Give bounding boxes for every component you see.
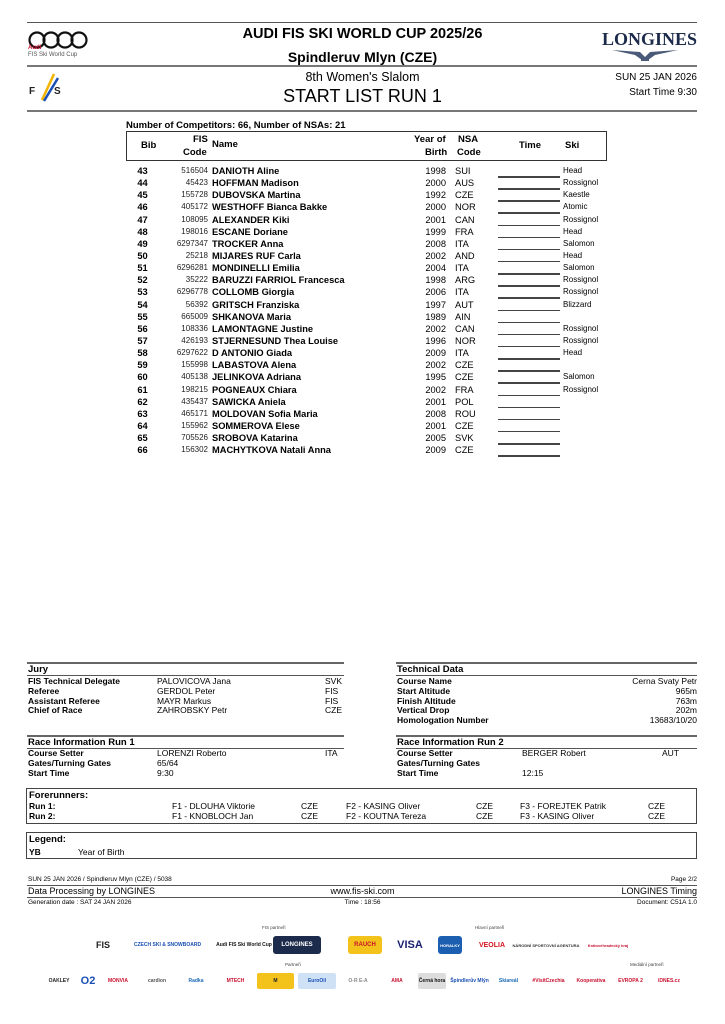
forerunner-nation: CZE [301, 801, 318, 811]
tech-label: Course Name [397, 676, 452, 686]
bib-number: 57 [137, 335, 148, 346]
bib-number: 58 [137, 348, 148, 359]
sponsor-logo: iDNES.cz [658, 978, 680, 984]
bib-number: 47 [137, 214, 148, 225]
competitor-row [126, 359, 616, 371]
nsa-code: NOR [455, 335, 476, 346]
tech-value: Cerna Svaty Petr [632, 676, 697, 686]
tech-label: Start Altitude [397, 685, 451, 696]
longines-logo: LONGINES [601, 29, 697, 49]
race-start-time: Start Time 9:30 [629, 87, 697, 98]
competitor-row [126, 299, 616, 311]
sponsor-logo: NÁRODNÍ SPORTOVNÍ AGENTURA [512, 942, 580, 948]
sponsor-logo: EuroOil [298, 973, 336, 989]
ski-brand: Head [563, 166, 583, 175]
fis-code: 155962 [181, 420, 208, 430]
sponsor-logo: VISA [397, 939, 423, 951]
run1-course-setter-nation: ITA [325, 748, 338, 758]
year-of-birth: 1998 [425, 166, 446, 176]
year-of-birth: 2004 [425, 263, 446, 274]
forerunner-nation: CZE [476, 801, 493, 811]
competitor-row [126, 238, 616, 250]
run1-course-setter: LORENZI Roberto [157, 748, 227, 758]
competitor-row [126, 274, 616, 286]
footer-rule-2 [27, 897, 697, 898]
year-of-birth: 2001 [425, 420, 446, 431]
nsa-code: NOR [455, 202, 476, 213]
run1-title: Race Information Run 1 [28, 737, 135, 748]
athlete-name: LAMONTAGNE Justine [212, 323, 314, 334]
competitor-row [126, 286, 616, 298]
competitor-row [126, 311, 616, 323]
year-of-birth: 2005 [425, 433, 446, 444]
ski-brand: Rossignol [563, 335, 599, 345]
nsa-code: AUS [455, 178, 475, 189]
website-link[interactable]: www.fis-ski.com [330, 886, 395, 896]
svg-text:S: S [54, 86, 61, 97]
nsa-code: ROU [455, 408, 476, 419]
fis-code: 405138 [181, 372, 208, 382]
technical-title: Technical Data [397, 664, 464, 675]
forerunner-name: F2 - KOUTNA Tereza [346, 811, 427, 821]
competitor-row [126, 432, 616, 444]
year-of-birth: 2009 [425, 445, 446, 456]
sponsor-logo: Kooperativa [576, 978, 606, 984]
forerunner-nation: CZE [301, 811, 318, 821]
athlete-name: POGNEAUX Chiara [212, 384, 297, 395]
run2-gates-label: Gates/Turning Gates [397, 758, 480, 768]
bib-number: 56 [137, 323, 148, 334]
forerunner-name: F1 - KNOBLOCH Jan [172, 811, 254, 821]
nsa-code: CZE [455, 360, 474, 371]
longines-timing: LONGINES Timing [621, 886, 697, 896]
athlete-name: WESTHOFF Bianca Bakke [212, 202, 328, 213]
col-year-of: Year of [414, 134, 446, 145]
competitor-row [126, 371, 616, 383]
year-of-birth: 2008 [425, 238, 446, 249]
race-date: SUN 25 JAN 2026 [615, 72, 697, 83]
legend-key: YB [29, 847, 41, 857]
nsa-code: AIN [455, 311, 471, 322]
fis-code: 35222 [185, 275, 208, 285]
athlete-name: JELINKOVA Adriana [212, 372, 302, 383]
athlete-name: COLLOMB Giorgia [212, 287, 295, 298]
year-of-birth: 1989 [425, 311, 446, 322]
year-of-birth: 2002 [425, 323, 446, 334]
sponsor-logo: O2 [80, 975, 96, 987]
fis-code: 426193 [181, 335, 208, 345]
competitor-row [126, 444, 616, 456]
competitor-row [126, 250, 616, 262]
run2-course-setter-label: Course Setter [397, 748, 453, 758]
fis-code: 155998 [181, 360, 208, 370]
ski-brand: Kaestle [563, 190, 590, 200]
competitor-row [126, 189, 616, 201]
ski-brand: Salomon [563, 238, 595, 248]
bib-number: 51 [137, 263, 148, 274]
sponsor-logo: Černá hora [418, 973, 446, 989]
athlete-name: MONDINELLI Emilia [212, 263, 300, 274]
main-partners-label: Hlavní partneři [475, 925, 505, 930]
jury-role: Chief of Race [28, 705, 83, 716]
tech-value: 763m [675, 695, 697, 706]
athlete-name: LABASTOVA Alena [212, 360, 297, 371]
year-of-birth: 2009 [425, 348, 446, 359]
competitor-row [126, 384, 616, 396]
year-of-birth: 1992 [425, 190, 446, 201]
jury-name: GERDOL Peter [157, 685, 216, 696]
nsa-code: AUT [455, 299, 474, 310]
longines-wings-icon [610, 48, 680, 62]
list-title: START LIST RUN 1 [283, 86, 442, 106]
ski-brand: Head [563, 250, 583, 260]
sponsor-logo: Královéhradecký kraj [587, 942, 629, 948]
jury-rule-top [27, 662, 344, 664]
athlete-name: SOMMEROVA Elese [212, 420, 300, 431]
legend-desc: Year of Birth [78, 847, 125, 857]
nsa-code: SVK [455, 433, 474, 444]
sponsor-logo: VEOLIA [478, 941, 506, 949]
generation-time: Time : 18:56 [344, 899, 381, 906]
sponsor-logo: CZECH SKI & SNOWBOARD [133, 942, 202, 948]
header-bottom-rule [27, 110, 697, 112]
nsa-code: CZE [455, 420, 474, 431]
tech-value: 202m [675, 705, 697, 716]
competitor-row [126, 335, 616, 347]
svg-text:F: F [29, 86, 36, 97]
col-code: Code [183, 147, 207, 158]
event-name: 8th Women's Slalom [305, 70, 420, 84]
athlete-name: ESCANE Doriane [212, 226, 288, 237]
ski-brand: Rossignol [563, 287, 599, 297]
sponsor-logo: Špindlerův Mlýn [450, 978, 489, 984]
sponsor-logo: cardion [147, 978, 167, 984]
bib-number: 45 [137, 190, 148, 201]
year-of-birth: 2001 [425, 396, 446, 407]
col-name: Name [212, 139, 238, 150]
bib-number: 52 [137, 275, 148, 286]
athlete-name: D ANTONIO Giada [212, 348, 293, 359]
generation-date: Generation date : SAT 24 JAN 2026 [28, 899, 132, 906]
forerunner-run-label: Run 1: [29, 801, 56, 811]
ski-brand: Rossignol [563, 384, 599, 394]
bib-number: 62 [137, 396, 148, 407]
audi-sub: FIS Ski World Cup [28, 52, 78, 58]
fis-partners-label: FIS partneři [262, 925, 286, 930]
sponsor-logo: M [257, 973, 294, 989]
athlete-name: ALEXANDER Kiki [212, 214, 290, 225]
nsa-code: ARG [455, 275, 476, 286]
bib-number: 55 [137, 311, 148, 322]
athlete-name: TROCKER Anna [212, 238, 284, 249]
year-of-birth: 2008 [425, 408, 446, 419]
data-processing: Data Processing by LONGINES [28, 886, 156, 896]
ski-brand: Head [563, 226, 583, 236]
run2-start: 12:15 [522, 768, 544, 778]
athlete-name: SHKANOVA Maria [212, 311, 292, 322]
fis-code: 6296778 [176, 287, 208, 297]
tech-value: 965m [675, 685, 697, 696]
time-blank [498, 455, 560, 457]
competitor-row [126, 226, 616, 238]
bib-number: 63 [137, 408, 148, 419]
fis-code: 665009 [181, 311, 208, 321]
forerunner-nation: CZE [648, 811, 665, 821]
ski-brand: Salomon [563, 372, 595, 382]
tech-label: Homologation Number [397, 715, 489, 726]
fis-code: 45423 [185, 178, 208, 188]
header-mid-rule [27, 65, 697, 67]
run1-gates-label: Gates/Turning Gates [28, 758, 111, 768]
year-of-birth: 2001 [425, 214, 446, 225]
ski-brand: Salomon [563, 263, 595, 273]
bib-number: 49 [137, 238, 148, 249]
jury-role: Assistant Referee [28, 695, 100, 706]
bib-number: 43 [137, 166, 148, 176]
competitor-row [126, 262, 616, 274]
nsa-code: POL [455, 396, 474, 407]
bib-number: 54 [137, 299, 148, 310]
legend-box [26, 832, 697, 859]
fis-code: 465171 [181, 408, 208, 418]
fis-code: 6297622 [176, 348, 208, 358]
col-bib: Bib [141, 140, 157, 151]
bib-number: 65 [137, 433, 148, 444]
athlete-name: SROBOVA Katarina [212, 433, 298, 444]
bib-number: 60 [137, 372, 148, 383]
nsa-code: ITA [455, 238, 469, 249]
sponsor-logo: Skiareál [498, 978, 519, 984]
competitor-summary: Number of Competitors: 66, Number of NSAs: 21 [126, 120, 346, 131]
fis-code: 6296281 [176, 263, 208, 273]
bib-number: 46 [137, 202, 148, 213]
nsa-code: AND [455, 250, 475, 261]
nsa-code: CZE [455, 372, 474, 383]
year-of-birth: 2002 [425, 250, 446, 261]
ski-brand: Rossignol [563, 323, 599, 333]
competitor-row [126, 177, 616, 189]
audi-brand: Audi [28, 45, 42, 51]
run2-title: Race Information Run 2 [397, 737, 504, 748]
run1-gates: 65/64 [157, 758, 179, 768]
sponsor-logo: AMA [391, 978, 403, 984]
competitor-row [126, 396, 616, 408]
jury-name: ZAHROBSKY Petr [157, 705, 228, 716]
athlete-name: MOLDOVAN Sofia Maria [212, 408, 318, 419]
forerunners-title: Forerunners: [29, 790, 89, 801]
bib-number: 66 [137, 445, 148, 456]
nsa-code: FRA [455, 384, 474, 395]
nsa-code: FRA [455, 226, 474, 237]
run2-course-setter-nation: AUT [662, 748, 679, 758]
ski-brand: Rossignol [563, 275, 599, 285]
nsa-code: ITA [455, 263, 469, 274]
forerunner-run-label: Run 2: [29, 811, 56, 821]
bib-number: 44 [137, 178, 148, 189]
sponsor-logo: #VisitCzechia [532, 978, 565, 984]
fis-code: 108336 [181, 323, 208, 333]
jury-nation: SVK [325, 676, 343, 686]
athlete-name: GRITSCH Franziska [212, 299, 300, 310]
fis-code: 6297347 [176, 238, 208, 248]
col-nsa: NSA [458, 134, 479, 145]
sponsor-logo: OAKLEY [48, 978, 70, 984]
fis-code: 198016 [181, 226, 208, 236]
athlete-name: STJERNESUND Thea Louise [212, 335, 339, 346]
col-fis: FIS [193, 134, 208, 145]
media-partners-label: Mediální partneři [630, 962, 664, 967]
athlete-name: DANIOTH Aline [212, 166, 280, 176]
nsa-code: ITA [455, 287, 469, 298]
nsa-code: SUI [455, 166, 471, 176]
sponsor-logo: O-R E-A [348, 978, 368, 984]
legend-title: Legend: [29, 834, 66, 845]
col-nsa-code: Code [457, 147, 481, 158]
jury-title: Jury [28, 664, 49, 675]
competitor-row [126, 420, 616, 432]
year-of-birth: 2000 [425, 202, 446, 213]
header-top-rule [27, 22, 697, 23]
bib-number: 59 [137, 360, 148, 371]
nsa-code: CZE [455, 190, 474, 201]
competitor-row [126, 408, 616, 420]
tech-label: Finish Altitude [397, 695, 456, 706]
jury-role: FIS Technical Delegate [28, 676, 120, 686]
bib-number: 53 [137, 287, 148, 298]
competitor-row [126, 165, 616, 177]
fis-code: 198215 [181, 384, 208, 394]
jury-name: PALOVICOVA Jana [157, 676, 231, 686]
nsa-code: CAN [455, 323, 475, 334]
year-of-birth: 1999 [425, 226, 446, 237]
ski-brand: Atomic [563, 202, 588, 212]
fis-code: 705526 [181, 433, 208, 443]
run2-course-setter: BERGER Robert [522, 748, 586, 758]
col-time: Time [519, 140, 542, 151]
year-of-birth: 2002 [425, 360, 446, 371]
table-header [126, 131, 607, 161]
bib-number: 61 [137, 384, 148, 395]
forerunner-nation: CZE [476, 811, 493, 821]
fis-code: 155728 [181, 190, 208, 200]
year-of-birth: 2002 [425, 384, 446, 395]
fis-code: 56392 [185, 299, 208, 309]
nsa-code: ITA [455, 348, 469, 359]
athlete-name: DUBOVSKA Martina [212, 190, 301, 201]
sponsor-logo: MONVIA [108, 978, 128, 984]
run1-start: 9:30 [157, 768, 174, 778]
document-code: Document: C51A 1.0 [637, 899, 697, 906]
year-of-birth: 1998 [425, 275, 446, 286]
sponsor-logo: RAUCH [348, 936, 382, 954]
athlete-name: MACHYTKOVA Natali Anna [212, 445, 331, 456]
partners-label: Partneři [285, 962, 301, 967]
competition-title: AUDI FIS SKI WORLD CUP 2025/26 [242, 26, 483, 42]
year-of-birth: 2000 [425, 178, 446, 189]
bib-number: 50 [137, 250, 148, 261]
forerunner-name: F1 - DLOUHA Viktorie [172, 801, 255, 811]
forerunner-name: F3 - FOREJTEK Patrik [520, 801, 606, 811]
jury-name: MAYR Markus [157, 695, 212, 706]
sponsor-logo: Audi FIS Ski World Cup [216, 942, 272, 948]
ski-brand: Rossignol [563, 214, 599, 224]
athlete-name: MIJARES RUF Carla [212, 250, 301, 261]
ski-brand: Rossignol [563, 178, 599, 188]
start-list [126, 165, 616, 456]
year-of-birth: 1995 [425, 372, 446, 383]
col-ski: Ski [565, 140, 580, 151]
ski-brand: Head [563, 348, 583, 358]
doc-reference: SUN 25 JAN 2026 / Spindleruv Mlyn (CZE) / 5038 [28, 876, 172, 883]
year-of-birth: 1996 [425, 335, 446, 346]
fis-code: 435437 [181, 396, 208, 406]
competitor-row [126, 323, 616, 335]
col-birth: Birth [425, 147, 448, 158]
jury-nation: FIS [325, 685, 339, 696]
sponsor-logo: Radka [188, 978, 204, 984]
fis-code: 516504 [181, 166, 208, 175]
athlete-name: HOFFMAN Madison [212, 178, 299, 189]
competitor-row [126, 214, 616, 226]
tech-value: 13683/10/20 [649, 715, 697, 726]
ski-brand: Blizzard [563, 299, 592, 309]
forerunner-name: F2 - KASING Oliver [346, 801, 421, 811]
tech-label: Vertical Drop [397, 705, 450, 716]
nsa-code: CAN [455, 214, 475, 225]
venue-title: Spindleruv Mlyn (CZE) [287, 49, 438, 65]
competitor-row [126, 201, 616, 213]
run2-start-label: Start Time [397, 768, 439, 778]
sponsor-logo: LONGINES [273, 936, 321, 954]
sponsor-logo: MTECH [226, 978, 245, 984]
sponsor-logo: EVROPA 2 [618, 978, 643, 984]
bib-number: 48 [137, 226, 148, 237]
page-number: Page 2/2 [670, 876, 697, 883]
fis-code: 156302 [181, 445, 208, 455]
run1-course-setter-label: Course Setter [28, 748, 84, 758]
fis-code: 25218 [185, 250, 208, 260]
nsa-code: CZE [455, 445, 474, 456]
forerunner-name: F3 - KASING Oliver [520, 811, 595, 821]
jury-nation: CZE [325, 705, 342, 716]
jury-role: Referee [28, 685, 60, 696]
athlete-name: BARUZZI FARRIOL Francesca [212, 275, 345, 286]
fis-code: 108095 [181, 214, 208, 224]
fis-code: 405172 [181, 202, 208, 212]
competitor-row [126, 347, 616, 359]
year-of-birth: 1997 [425, 299, 446, 310]
sponsor-logo: FIS [95, 940, 110, 950]
year-of-birth: 2006 [425, 287, 446, 298]
athlete-name: SAWICKA Aniela [212, 396, 286, 407]
forerunner-nation: CZE [648, 801, 665, 811]
sponsor-logo: HORALKY [438, 936, 462, 954]
run1-start-label: Start Time [28, 768, 70, 778]
bib-number: 64 [137, 420, 148, 431]
jury-nation: FIS [325, 695, 339, 706]
